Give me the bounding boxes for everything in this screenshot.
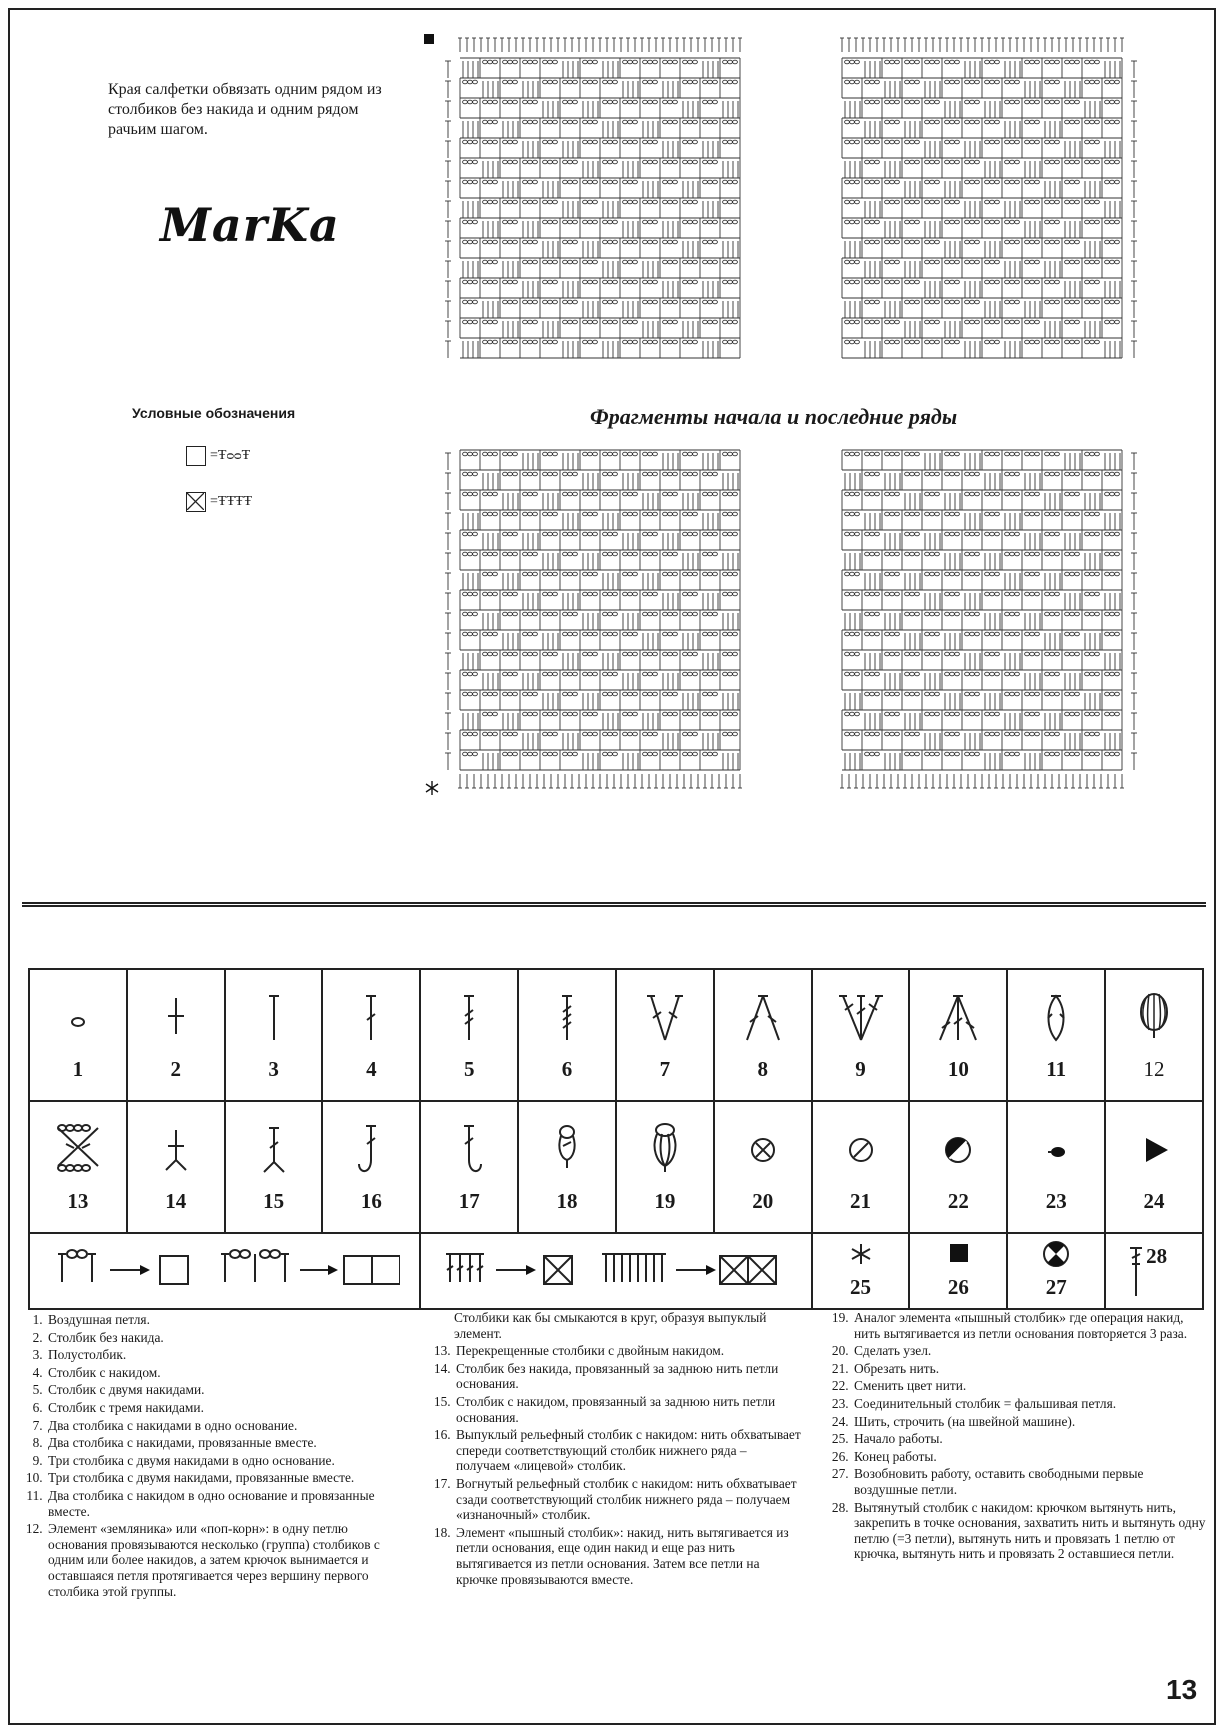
two-dc-same-base-icon bbox=[635, 984, 695, 1044]
definition-item: 17. Вогнутый рельефный столбик с накидом: нить обхватывает сзади соответствующий столбик нижнего ряда – получаем «изнаночный» столбик. bbox=[454, 1476, 804, 1523]
page-number: 13 bbox=[1166, 1674, 1198, 1705]
change-color-icon bbox=[928, 1116, 988, 1176]
legend-meaning: =ŦᴑᴑŦ bbox=[210, 448, 251, 463]
definition-item: 21. Обрезать нить. bbox=[852, 1361, 1210, 1377]
definition-item: 3. Полустолбик. bbox=[46, 1347, 404, 1363]
definition-continuation: Столбики как бы смыкаются в круг, образуя выпуклый элемент. bbox=[454, 1310, 767, 1341]
half-double-crochet-icon bbox=[244, 984, 304, 1044]
symbol-cell bbox=[420, 1101, 518, 1233]
legend-meaning: =ŦŦŦŦ bbox=[210, 494, 253, 509]
symbol-number: 4 bbox=[366, 1057, 377, 1081]
definition-item: 1. Воздушная петля. bbox=[46, 1312, 404, 1328]
symbol-number: 25 bbox=[850, 1275, 872, 1299]
cut-thread-icon bbox=[831, 1116, 891, 1176]
symbol-cell bbox=[225, 969, 323, 1101]
chain-mesh-diagram-icon bbox=[50, 1244, 400, 1294]
symbol-cell bbox=[909, 1233, 1007, 1309]
double-treble-crochet-icon bbox=[537, 984, 597, 1044]
three-tr-same-base-icon bbox=[831, 984, 891, 1044]
crochet-chart-top-left bbox=[424, 34, 786, 384]
definition-item: 24. Шить, строчить (на швейной машине). bbox=[852, 1414, 1210, 1430]
symbol-number: 16 bbox=[360, 1189, 382, 1213]
definition-item: 9. Три столбика с двумя накидами в одно основание. bbox=[46, 1453, 404, 1469]
crochet-chart-bottom-right bbox=[836, 442, 1198, 802]
definition-item: 6. Столбик с тремя накидами. bbox=[46, 1400, 404, 1416]
definition-item: 28. Вытянутый столбик с накидом: крючком вытянуть нить, закрепить в точке основания, захватить нить и вытянуть одну петлю (=3 петли), вытянуть нить и провязать 1 петлю от крючка, вытянуть нить и провязать 2 оставшиеся петли. bbox=[852, 1500, 1210, 1562]
block-diagram-icon bbox=[436, 1244, 796, 1294]
definition-item: 4. Столбик с накидом. bbox=[46, 1365, 404, 1381]
sc-back-loop-icon bbox=[146, 1116, 206, 1176]
definition-item: 2. Столбик без накида. bbox=[46, 1330, 404, 1346]
front-post-dc-icon bbox=[341, 1116, 401, 1176]
crochet-chart-bottom-left bbox=[424, 442, 786, 802]
back-post-dc-icon bbox=[439, 1116, 499, 1176]
crossed-square-icon bbox=[186, 492, 206, 512]
symbol-number: 27 bbox=[1045, 1275, 1067, 1299]
symbol-cell bbox=[225, 1101, 323, 1233]
symbol-cell bbox=[518, 969, 616, 1101]
legend-item-crossed bbox=[186, 492, 252, 512]
definitions-column-1 bbox=[16, 1312, 404, 1601]
symbol-number: 18 bbox=[556, 1189, 578, 1213]
definition-item: 27. Возобновить работу, оставить свободными первые воздушные петли. bbox=[852, 1466, 1210, 1497]
symbol-cell bbox=[29, 1101, 127, 1233]
symbol-cell bbox=[812, 1233, 910, 1309]
symbol-number: 21 bbox=[850, 1189, 872, 1213]
definition-item: 7. Два столбика с накидами в одно основание. bbox=[46, 1418, 404, 1434]
crochet-chart-top-right bbox=[836, 34, 1198, 384]
two-dc-bobble-icon bbox=[1026, 984, 1086, 1044]
symbol-cell bbox=[616, 1101, 714, 1233]
symbol-cell bbox=[420, 969, 518, 1101]
symbol-cell bbox=[1007, 1101, 1105, 1233]
symbol-cell bbox=[1105, 1233, 1203, 1309]
symbol-cell bbox=[909, 969, 1007, 1101]
sew-icon bbox=[1124, 1116, 1184, 1176]
definition-item: 14. Столбик без накида, провязанный за заднюю нить петли основания. bbox=[454, 1361, 804, 1392]
symbol-cell bbox=[127, 969, 225, 1101]
symbol-number: 10 bbox=[947, 1057, 969, 1081]
symbol-number: 22 bbox=[947, 1189, 969, 1213]
symbol-table bbox=[28, 968, 1204, 1310]
definition-item: 20. Сделать узел. bbox=[852, 1343, 1210, 1359]
end-square-icon bbox=[938, 1240, 978, 1270]
symbol-number: 11 bbox=[1046, 1057, 1067, 1081]
symbol-number: 12 bbox=[1143, 1057, 1165, 1081]
double-crochet-icon bbox=[341, 984, 401, 1044]
puff-stitch-icon bbox=[537, 1116, 597, 1176]
symbol-number: 7 bbox=[659, 1057, 671, 1081]
legend-item-empty bbox=[186, 446, 250, 466]
chart-title: Фрагменты начала и последние ряды bbox=[590, 404, 958, 429]
motif-legend-blocks bbox=[420, 1233, 811, 1309]
slip-stitch-icon bbox=[1026, 1116, 1086, 1176]
two-dc-together-icon bbox=[733, 984, 793, 1044]
symbol-cell bbox=[1105, 1101, 1203, 1233]
symbol-cell bbox=[29, 969, 127, 1101]
empty-square-icon bbox=[186, 446, 206, 466]
puff-stitch-3x-icon bbox=[635, 1116, 695, 1176]
watermark: MarKa bbox=[160, 198, 340, 252]
start-marker-icon bbox=[426, 781, 438, 795]
chain-stitch-icon bbox=[48, 984, 108, 1044]
definition-item: 12. Элемент «земляника» или «поп-корн»: в одну петлю основания провязываются несколько (группа) столбиков с одним или более накидов, а затем крючок вынимается и оставшаяся петля протягивается через вершину первого столбика этой группы. bbox=[46, 1521, 404, 1599]
popcorn-icon bbox=[1124, 984, 1184, 1044]
dc-back-loop-icon bbox=[244, 1116, 304, 1176]
definitions-column-2 bbox=[424, 1310, 804, 1589]
symbol-cell bbox=[714, 969, 812, 1101]
three-tr-together-icon bbox=[928, 984, 988, 1044]
symbol-number: 9 bbox=[855, 1057, 866, 1081]
symbol-number: 19 bbox=[654, 1189, 676, 1213]
symbol-number: 17 bbox=[458, 1189, 480, 1213]
symbol-number: 20 bbox=[752, 1189, 774, 1213]
definitions-column-3 bbox=[822, 1310, 1210, 1564]
definition-item: 18. Элемент «пышный столбик»: накид, нить вытягивается из петли основания, еще один накид и еще раз нить вытягивается из петли основания. Затем все петли на крючке провязываются вместе. bbox=[454, 1525, 804, 1587]
symbol-number: 15 bbox=[263, 1189, 285, 1213]
symbol-cell bbox=[812, 1101, 910, 1233]
symbol-cell bbox=[1007, 1233, 1105, 1309]
definition-item: 8. Два столбика с накидами, провязанные вместе. bbox=[46, 1435, 404, 1451]
symbol-cell bbox=[518, 1101, 616, 1233]
symbol-number: 23 bbox=[1045, 1189, 1067, 1213]
intro-text: Края салфетки обвязать одним рядом из столбиков без накида и одним рядом рачьим шагом. bbox=[108, 81, 382, 138]
symbol-number: 1 bbox=[72, 1057, 84, 1081]
symbol-number: 26 bbox=[947, 1275, 969, 1299]
definition-item: 23. Соединительный столбик = фальшивая петля. bbox=[852, 1396, 1210, 1412]
tie-knot-icon bbox=[733, 1116, 793, 1176]
section-divider bbox=[22, 902, 1206, 907]
symbol-cell bbox=[812, 969, 910, 1101]
definition-item: 15. Столбик с накидом, провязанный за заднюю нить петли основания. bbox=[454, 1394, 804, 1425]
end-marker-icon bbox=[424, 34, 434, 44]
symbol-cell bbox=[322, 1101, 420, 1233]
symbol-number: 28 bbox=[1146, 1244, 1168, 1268]
start-asterisk-icon bbox=[841, 1240, 881, 1270]
symbol-cell bbox=[1007, 969, 1105, 1101]
symbol-number: 8 bbox=[757, 1057, 768, 1081]
symbol-number: 3 bbox=[268, 1057, 279, 1081]
resume-work-icon bbox=[1036, 1238, 1076, 1270]
symbol-number: 5 bbox=[463, 1057, 475, 1081]
definition-item: 22. Сменить цвет нити. bbox=[852, 1378, 1210, 1394]
symbol-number: 13 bbox=[67, 1189, 89, 1213]
symbol-cell bbox=[714, 1101, 812, 1233]
symbol-cell bbox=[616, 969, 714, 1101]
definition-item: 19. Аналог элемента «пышный столбик» где операция накид, нить вытягивается из петли основания повторяется 3 раза. bbox=[852, 1310, 1210, 1341]
symbol-cell bbox=[127, 1101, 225, 1233]
crossed-stitches-icon bbox=[48, 1116, 108, 1176]
definition-item: 16. Выпуклый рельефный столбик с накидом: нить обхватывает спереди соответствующий столбик нижнего ряда – получаем «лицевой» столбик. bbox=[454, 1427, 804, 1474]
definition-item: 11. Два столбика с накидом в одно основание и провязанные вместе. bbox=[46, 1488, 404, 1519]
symbol-number: 14 bbox=[165, 1189, 187, 1213]
symbol-cell bbox=[1105, 969, 1203, 1101]
symbol-number: 24 bbox=[1143, 1189, 1165, 1213]
symbol-cell bbox=[909, 1101, 1007, 1233]
symbol-cell bbox=[322, 969, 420, 1101]
definition-item: 5. Столбик с двумя накидами. bbox=[46, 1382, 404, 1398]
symbol-number: 2 bbox=[170, 1057, 181, 1081]
definition-item: 25. Начало работы. bbox=[852, 1431, 1210, 1447]
definition-item: 10. Три столбика с двумя накидами, провязанные вместе. bbox=[46, 1470, 404, 1486]
legend-title: Условные обозначения bbox=[132, 405, 296, 421]
treble-crochet-icon bbox=[439, 984, 499, 1044]
motif-legend-chains bbox=[29, 1233, 420, 1309]
definition-item: 13. Перекрещенные столбики с двойным накидом. bbox=[454, 1343, 804, 1359]
single-crochet-icon bbox=[146, 984, 206, 1044]
definition-item: 26. Конец работы. bbox=[852, 1449, 1210, 1465]
symbol-number: 6 bbox=[561, 1057, 573, 1081]
